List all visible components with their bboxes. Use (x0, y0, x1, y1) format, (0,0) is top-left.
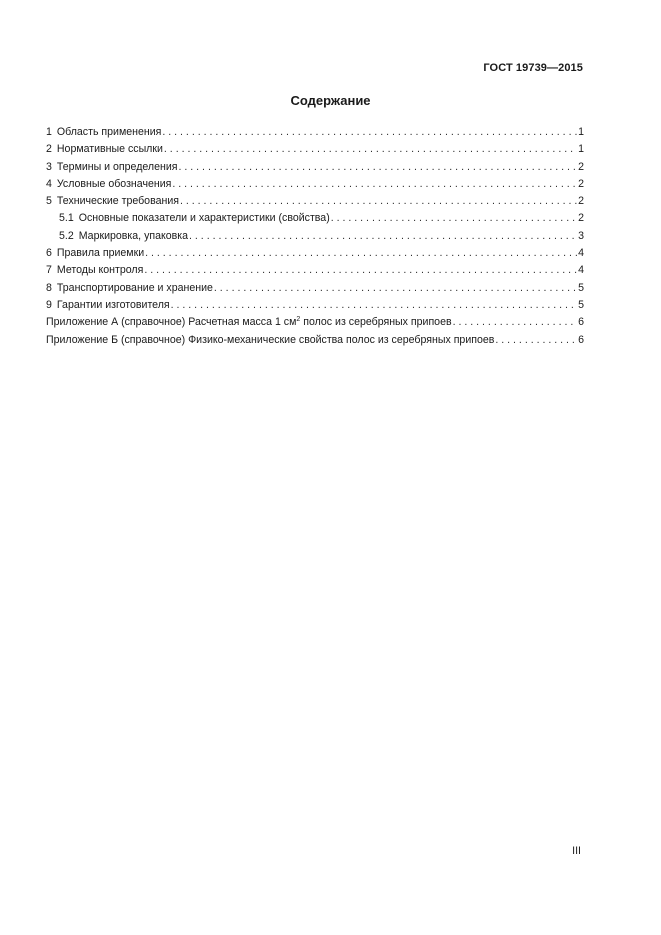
superscript: 2 (296, 316, 301, 324)
toc-entry-number: 3 (46, 160, 52, 173)
toc-entry-label: Правила приемки (56, 247, 145, 260)
toc-entry-page: 1 (578, 143, 584, 156)
toc-entry-number: 5.1 (59, 212, 74, 225)
toc-entry-label: Приложение Б (справочное) Физико-механические свойства полос из серебряных припоев (46, 333, 495, 346)
toc-entry-5[interactable] (46, 193, 584, 210)
toc-entry-page: 6 (578, 333, 584, 346)
toc-entry-number: 4 (46, 177, 52, 190)
toc-entry-number: 5 (46, 195, 52, 208)
toc-entry-number: 9 (46, 298, 52, 311)
toc-entry-page: 5 (578, 298, 584, 311)
toc-entry-label: Методы контроля (56, 264, 144, 277)
dot-leader (164, 141, 577, 158)
toc-entry-9[interactable] (46, 297, 584, 314)
toc-entry-page: 2 (578, 212, 584, 225)
toc-entry-5-2[interactable] (46, 228, 584, 245)
toc-entry-page: 4 (578, 247, 584, 260)
toc-entry-6[interactable] (46, 245, 584, 262)
document-code: ГОСТ 19739—2015 (483, 62, 583, 74)
dot-leader (179, 159, 578, 176)
toc-entry-label: Условные обозначения (56, 177, 172, 190)
toc-entry-number: 2 (46, 143, 52, 156)
dot-leader (214, 280, 577, 297)
toc-entry-label-continued: полос из серебряных припоев (300, 316, 452, 329)
dot-leader (331, 210, 577, 227)
toc-entry-7[interactable] (46, 262, 584, 279)
toc-entry-number: 6 (46, 247, 52, 260)
toc-entry-page: 3 (578, 229, 584, 242)
table-of-contents (46, 124, 584, 349)
dot-leader (172, 176, 577, 193)
toc-entry-number: 8 (46, 281, 52, 294)
toc-entry-page: 2 (578, 177, 584, 190)
toc-entry-page: 1 (578, 126, 584, 138)
toc-entry-label: Приложение А (справочное) Расчетная масса 1 см (46, 316, 297, 329)
toc-entry-3[interactable] (46, 159, 584, 176)
dot-leader (145, 245, 577, 262)
page-number: III (572, 845, 581, 857)
toc-entry-page: 4 (578, 264, 584, 277)
dot-leader (162, 124, 577, 141)
toc-entry-page: 2 (578, 195, 584, 208)
toc-entry-page: 6 (578, 316, 584, 329)
toc-entry-5-1[interactable] (46, 210, 584, 227)
toc-entry-label: Маркировка, упаковка (78, 229, 189, 242)
dot-leader (495, 332, 577, 349)
toc-entry-1[interactable] (46, 124, 584, 141)
toc-entry-number: 7 (46, 264, 52, 277)
toc-entry-label: Гарантии изготовителя (56, 298, 170, 311)
toc-entry-label: Область применения (56, 126, 162, 138)
toc-entry-8[interactable] (46, 280, 584, 297)
toc-entry-page: 2 (578, 160, 584, 173)
dot-leader (180, 193, 577, 210)
dot-leader (171, 297, 577, 314)
toc-entry-2[interactable] (46, 141, 584, 158)
toc-entry-label: Технические требования (56, 195, 179, 208)
toc-entry-page: 5 (578, 281, 584, 294)
dot-leader (144, 262, 577, 279)
dot-leader (453, 314, 577, 331)
toc-entry-number: 5.2 (59, 229, 74, 242)
toc-entry-label: Транспортирование и хранение (56, 281, 213, 294)
toc-title: Содержание (290, 93, 371, 108)
toc-entry-label: Нормативные ссылки (56, 143, 163, 156)
toc-entry-4[interactable] (46, 176, 584, 193)
dot-leader (189, 228, 577, 245)
toc-entry-label: Основные показатели и характеристики (свойства) (78, 212, 330, 225)
toc-entry-label: Термины и определения (56, 160, 178, 173)
toc-entry-appendix-a[interactable] (46, 314, 584, 331)
toc-entry-appendix-b[interactable] (46, 332, 584, 349)
toc-entry-number: 1 (46, 126, 52, 138)
